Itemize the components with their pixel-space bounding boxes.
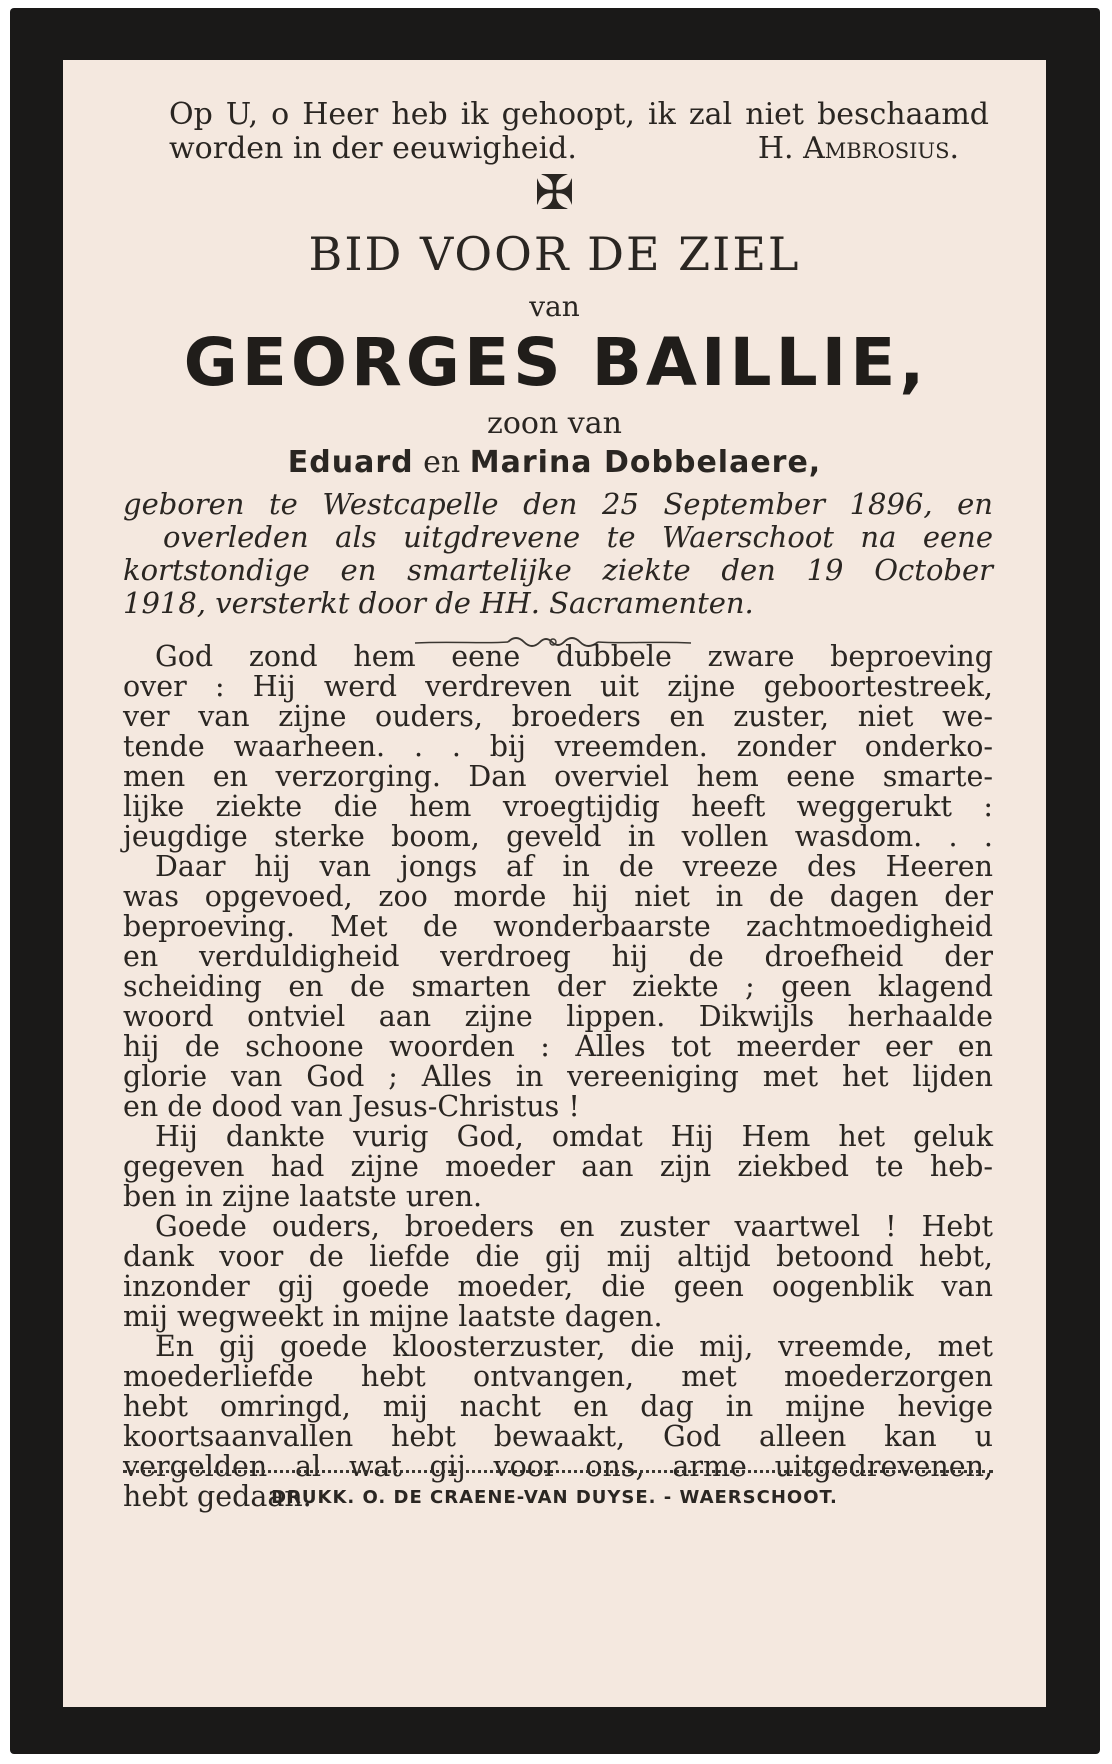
van-label: van	[529, 290, 580, 323]
body-line: en de dood van Jesus-Christus !	[123, 1090, 580, 1123]
father-name: Eduard	[287, 445, 414, 480]
quote-line-2	[169, 132, 989, 166]
birth-line: 1918, versterkt door de HH. Sacramenten.	[123, 586, 754, 620]
body-line: inzonder gij goede moeder, die geen oogenblik van	[123, 1270, 993, 1303]
printer-imprint: DRUKK. O. DE CRAENE-VAN DUYSE. - WAERSCHOOT.	[271, 1487, 838, 1508]
body-line: Hij dankte vurig God, omdat Hij Hem het geluk	[155, 1120, 993, 1153]
body-line: ben in zijne laatste uren.	[123, 1180, 483, 1213]
body-line: hebt gedaan.	[123, 1480, 312, 1513]
epigraph-quote	[169, 98, 989, 166]
body-line: God zond hem eene dubbele zware beproeving	[155, 640, 993, 673]
birth-line: geboren te Westcapelle den 25 September 1896, en	[123, 487, 993, 521]
body-line: was opgevoed, zoo morde hij niet in de dagen der	[123, 880, 993, 913]
body-line: Goede ouders, broeders en zuster vaartwel ! Hebt	[155, 1210, 993, 1243]
quote-line-2-text: worden in der eeuwigheid.	[169, 131, 577, 166]
parents-names	[63, 444, 1046, 482]
cross-icon: ✠	[534, 165, 575, 221]
body-line: woord ontviel aan zijne lippen. Dikwijls herhaalde	[123, 1000, 993, 1033]
memorial-card-border	[10, 8, 1100, 1754]
quote-attribution: H. Ambrosius.	[757, 131, 959, 166]
body-line: tende waarheen. . . bij vreemden. zonder onderko-	[123, 730, 993, 763]
body-line: hij de schoone woorden : Alles tot meerder eer en	[123, 1030, 993, 1063]
body-line: scheiding en de smarten der ziekte ; geen klagend	[123, 970, 993, 1003]
body-line: lijke ziekte die hem vroegtijdig heeft weggerukt :	[123, 790, 993, 823]
deceased-name: GEORGES BAILLIE,	[183, 324, 929, 401]
body-line: moederliefde hebt ontvangen, met moederzorgen	[123, 1360, 993, 1393]
parents-conjunction: en	[413, 445, 470, 480]
body-line: glorie van God ; Alles in vereeniging met het lijden	[123, 1060, 993, 1093]
heading: BID VOOR DE ZIEL	[308, 227, 801, 281]
quote-line-1: Op U, o Heer heb ik gehoopt, ik zal niet beschaamd	[169, 97, 989, 132]
body-text	[123, 642, 993, 1512]
body-line: Daar hij van jongs af in de vreeze des Heeren	[155, 850, 993, 883]
body-line: En gij goede kloosterzuster, die mij, vreemde, met	[155, 1330, 993, 1363]
body-line: vergelden al wat gij voor ons, arme uitgedrevenen,	[123, 1450, 993, 1483]
body-line: mij wegweekt in mijne laatste dagen.	[123, 1300, 663, 1333]
body-line: beproeving. Met de wonderbaarste zachtmoedigheid	[123, 910, 993, 943]
dotted-divider	[123, 1470, 993, 1473]
birth-line: overleden als uitgdrevene te Waerschoot na eene	[163, 520, 993, 554]
memorial-card-paper	[63, 60, 1046, 1707]
body-line: ver van zijne ouders, broeders en zuster, niet we-	[123, 700, 993, 733]
body-line: koortsaanvallen hebt bewaakt, God alleen kan u	[123, 1420, 993, 1453]
body-line: hebt omringd, mij nacht en dag in mijne hevige	[123, 1390, 993, 1423]
body-line: gegeven had zijne moeder aan zijn ziekbed te heb-	[123, 1150, 993, 1183]
birth-death-details	[123, 488, 993, 620]
body-line: en verduldigheid verdroeg hij de droefheid der	[123, 940, 993, 973]
son-of-label: zoon van	[487, 406, 622, 441]
mother-name: Marina Dobbelaere,	[469, 445, 822, 480]
birth-line: kortstondige en smartelijke ziekte den 19 October	[123, 553, 993, 587]
body-line: dank voor de liefde die gij mij altijd betoond hebt,	[123, 1240, 993, 1273]
body-line: over : Hij werd verdreven uit zijne geboortestreek,	[123, 670, 993, 703]
body-line: men en verzorging. Dan overviel hem eene smarte-	[123, 760, 993, 793]
body-line: jeugdige sterke boom, geveld in vollen wasdom. . .	[123, 820, 993, 853]
